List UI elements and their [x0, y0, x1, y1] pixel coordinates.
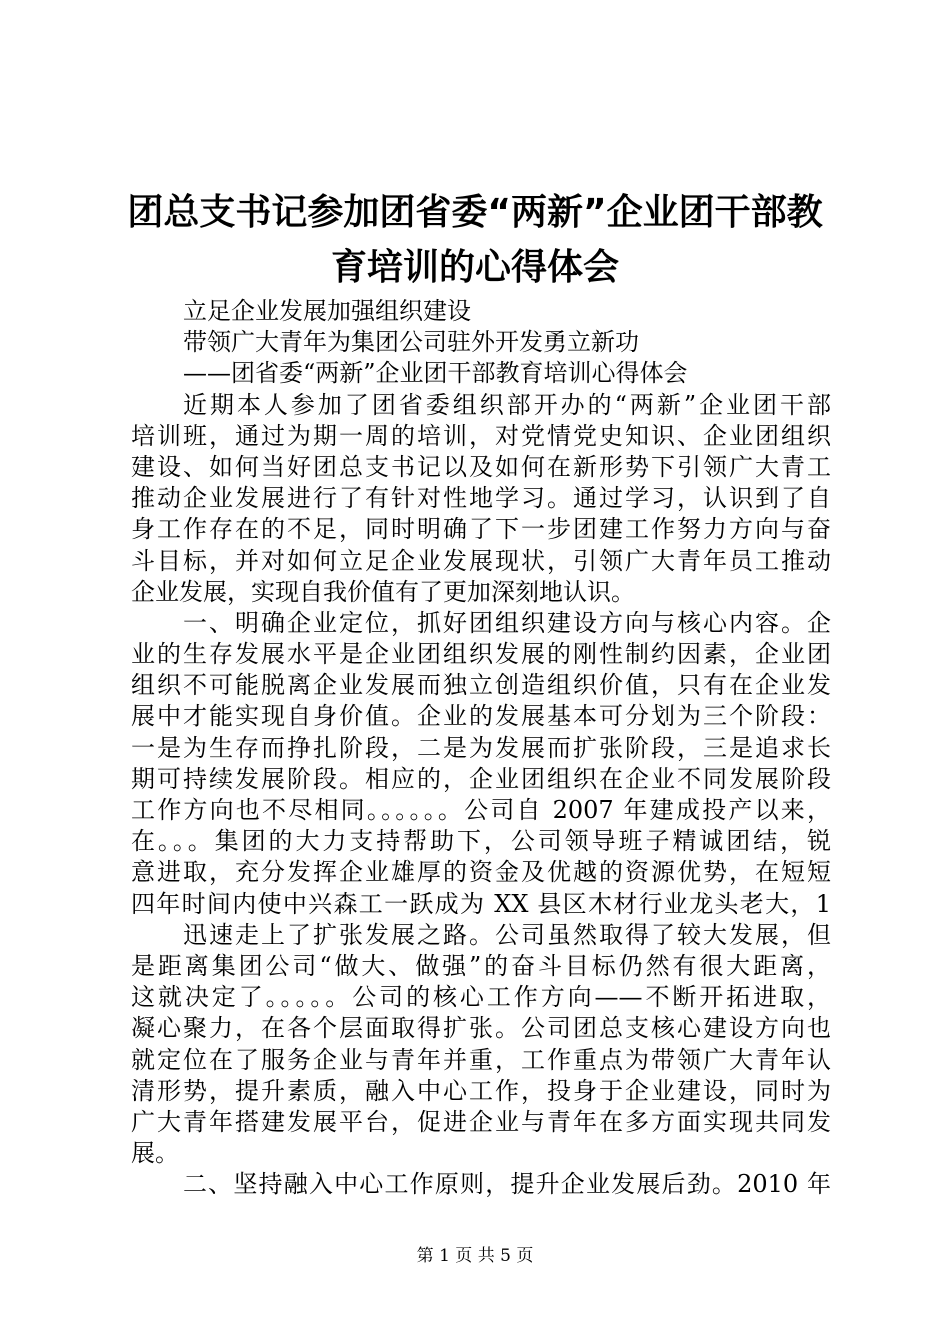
body-text-line: 一、明确企业定位，抓好团组织建设方向与核心内容。企 [183, 608, 831, 637]
body-text-line: 展。 [131, 1139, 179, 1168]
body-text-line: 组织不可能脱离企业发展而独立创造组织价值，只有在企业发 [131, 671, 831, 700]
document-title-line-1: 团总支书记参加团省委“两新”企业团干部教 [127, 192, 823, 233]
body-text-line: 是距离集团公司“做大、做强”的奋斗目标仍然有很大距离， [131, 951, 831, 980]
body-text-line: 企业发展，实现自我价值有了更加深刻地认识。 [131, 577, 635, 606]
page-footer: 第 1 页 共 5 页 [416, 1246, 534, 1266]
body-text-line: 推动企业发展进行了有针对性地学习。通过学习，认识到了自 [131, 484, 831, 513]
body-text-line: 业的生存发展水平是企业团组织发展的刚性制约因素，企业团 [131, 640, 831, 669]
body-text-line: 建设、如何当好团总支书记以及如何在新形势下引领广大青工 [131, 452, 831, 481]
body-text-line: 这就决定了。。。。。公司的核心工作方向——不断开拓进取， [131, 983, 831, 1012]
body-text-line: 展中才能实现自身价值。企业的发展基本可分划为三个阶段： [131, 702, 831, 731]
body-text-line: 近期本人参加了团省委组织部开办的“两新”企业团干部 [183, 390, 831, 419]
body-text-line: 在。。。集团的大力支持帮助下，公司领导班子精诚团结，锐 [131, 827, 831, 856]
body-text-line: 一是为生存而挣扎阶段，二是为发展而扩张阶段，三是追求长 [131, 733, 831, 762]
body-text-line: 广大青年搭建发展平台，促进企业与青年在多方面实现共同发 [131, 1107, 831, 1136]
body-text-line: ——团省委“两新”企业团干部教育培训心得体会 [183, 359, 688, 388]
body-text-line: 身工作存在的不足，同时明确了下一步团建工作努力方向与奋 [131, 515, 831, 544]
body-text-line: 期可持续发展阶段。相应的，企业团组织在企业不同发展阶段 [131, 764, 831, 793]
body-text-line: 清形势，提升素质，融入中心工作，投身于企业建设，同时为 [131, 1076, 831, 1105]
body-text-line: 带领广大青年为集团公司驻外开发勇立新功 [183, 328, 639, 357]
body-text-line: 斗目标，并对如何立足企业发展现状，引领广大青年员工推动 [131, 546, 831, 575]
body-text-line: 意进取，充分发挥企业雄厚的资金及优越的资源优势，在短短 [131, 858, 831, 887]
body-text-line: 二、坚持融入中心工作原则，提升企业发展后劲。2010 年 [183, 1170, 831, 1199]
body-text-line: 立足企业发展加强组织建设 [183, 297, 471, 325]
document-title-line-2: 育培训的心得体会 [330, 247, 619, 288]
body-text-line: 工作方向也不尽相同。。。。。。公司自 2007 年建成投产以来， [131, 796, 831, 824]
body-text-line: 凝心聚力，在各个层面取得扩张。公司团总支核心建设方向也 [131, 1014, 831, 1043]
body-text-line: 迅速走上了扩张发展之路。公司虽然取得了较大发展，但 [183, 920, 831, 949]
body-text-line: 四年时间内使中兴森工一跃成为 XX 县区木材行业龙头老大，1 [131, 889, 831, 918]
body-text-line: 培训班，通过为期一周的培训，对党情党史知识、企业团组织 [131, 421, 831, 450]
document-body [131, 296, 831, 1200]
body-text-line: 就定位在了服务企业与青年并重，工作重点为带领广大青年认 [131, 1045, 831, 1074]
